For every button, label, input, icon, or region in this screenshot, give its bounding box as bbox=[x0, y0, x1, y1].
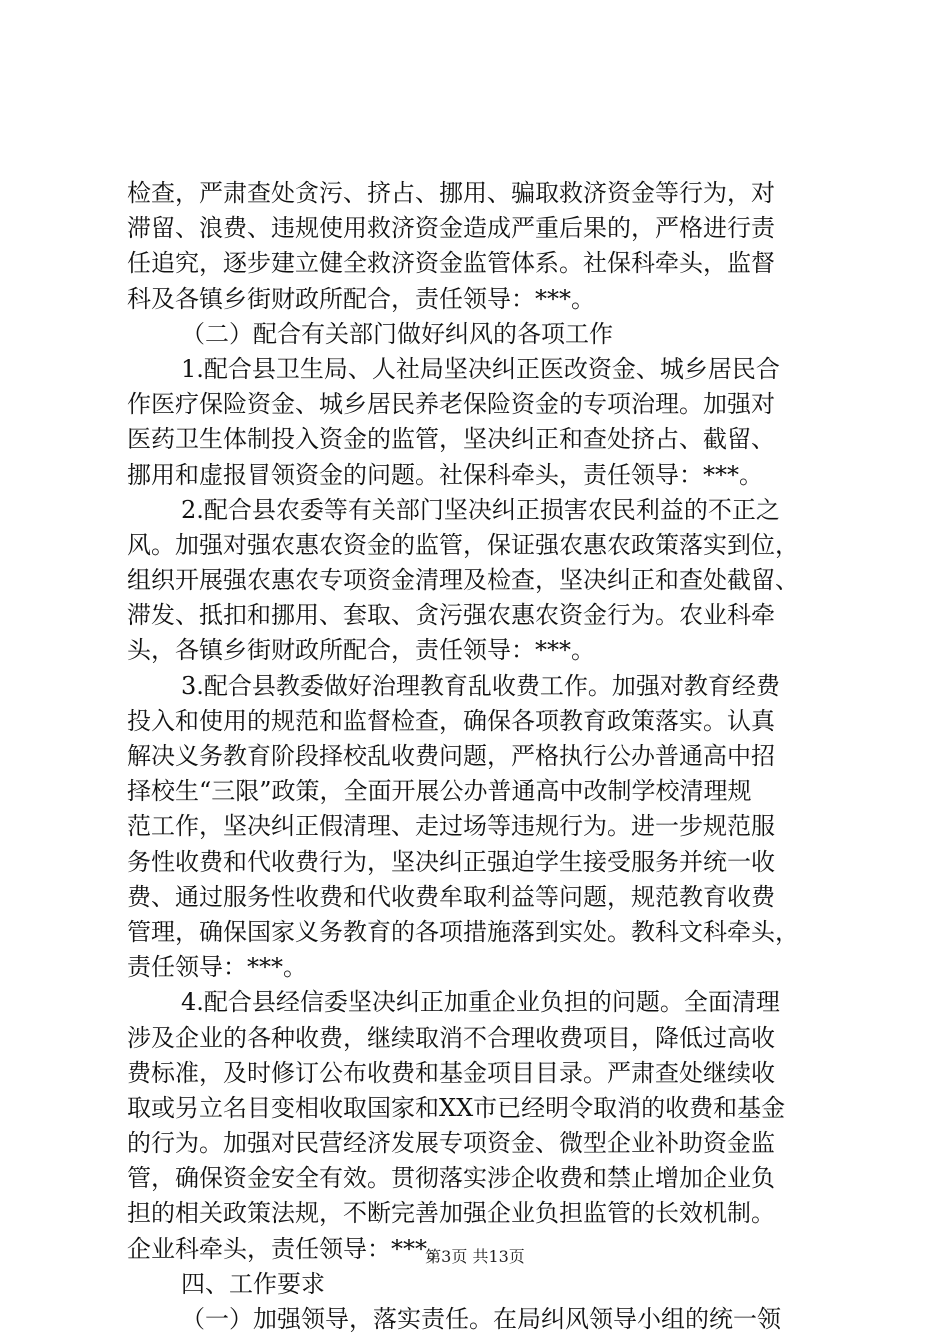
text-line: 范工作，坚决纠正假清理、走过场等违规行为。进一步规范服 bbox=[127, 812, 775, 841]
page-number-footer: 第3页 共13页 bbox=[425, 1247, 525, 1266]
text-line: 务性收费和代收费行为，坚决纠正强迫学生接受服务并统一收 bbox=[127, 847, 775, 876]
text-line: 头，各镇乡街财政所配合，责任领导：***。 bbox=[127, 636, 595, 665]
text-line: （一）加强领导，落实责任。在局纠风领导小组的统一领 bbox=[181, 1305, 781, 1333]
text-line: 四、工作要求 bbox=[181, 1269, 325, 1298]
text-line: 解决义务教育阶段择校乱收费问题，严格执行公办普通高中招 bbox=[127, 742, 775, 770]
text-line: 风。加强对强农惠农资金的监管，保证强农惠农政策落实到位， bbox=[127, 530, 799, 559]
text-line: 择校生“三限”政策，全面开展公办普通高中改制学校清理规 bbox=[127, 777, 752, 806]
text-line: 取或另立名目变相收取国家和XX市已经明令取消的收费和基金 bbox=[127, 1093, 786, 1122]
text-line: 费标准，及时修订公布收费和基金项目目录。严肃查处继续收 bbox=[127, 1058, 775, 1087]
text-line: 管理，确保国家义务教育的各项措施落到实处。教科文科牵头， bbox=[127, 917, 799, 946]
text-line: 企业科牵头，责任领导：***。 bbox=[127, 1234, 451, 1263]
text-line: 挪用和虚报冒领资金的问题。社保科牵头，责任领导：***。 bbox=[127, 460, 763, 489]
text-line: （二）配合有关部门做好纠风的各项工作 bbox=[181, 319, 613, 348]
text-line: 任追究，逐步建立健全救济资金监管体系。社保科牵头，监督 bbox=[127, 249, 775, 278]
document-body bbox=[127, 176, 839, 1337]
text-line: 组织开展强农惠农专项资金清理及检查，坚决纠正和查处截留、 bbox=[127, 566, 799, 595]
text-line: 滞留、浪费、违规使用救济资金造成严重后果的，严格进行责 bbox=[127, 214, 775, 243]
text-line: 检查，严肃查处贪污、挤占、挪用、骗取救济资金等行为，对 bbox=[127, 179, 775, 207]
text-line: 担的相关政策法规，不断完善加强企业负担监管的长效机制。 bbox=[127, 1199, 775, 1228]
text-line: 医药卫生体制投入资金的监管，坚决纠正和查处挤占、截留、 bbox=[127, 425, 775, 454]
text-line: 投入和使用的规范和监督检查，确保各项教育政策落实。认真 bbox=[127, 706, 775, 735]
text-line: 1.配合县卫生局、人社局坚决纠正医改资金、城乡居民合 bbox=[181, 354, 780, 383]
text-line: 3.配合县教委做好治理教育乱收费工作。加强对教育经费 bbox=[181, 671, 780, 700]
text-line: 科及各镇乡街财政所配合，责任领导：***。 bbox=[127, 284, 595, 313]
text-line: 的行为。加强对民营经济发展专项资金、微型企业补助资金监 bbox=[127, 1129, 775, 1158]
text-line: 滞发、抵扣和挪用、套取、贪污强农惠农资金行为。农业科牵 bbox=[127, 601, 775, 630]
text-line: 责任领导：***。 bbox=[127, 953, 307, 982]
text-line: 作医疗保险资金、城乡居民养老保险资金的专项治理。加强对 bbox=[127, 390, 775, 419]
text-line: 涉及企业的各种收费，继续取消不合理收费项目，降低过高收 bbox=[127, 1023, 775, 1052]
text-line: 2.配合县农委等有关部门坚决纠正损害农民利益的不正之 bbox=[181, 495, 780, 524]
text-line: 管，确保资金安全有效。贯彻落实涉企收费和禁止增加企业负 bbox=[127, 1164, 775, 1193]
text-line: 4.配合县经信委坚决纠正加重企业负担的问题。全面清理 bbox=[181, 988, 780, 1017]
text-line: 费、通过服务性收费和代收费牟取利益等问题，规范教育收费 bbox=[127, 882, 775, 911]
